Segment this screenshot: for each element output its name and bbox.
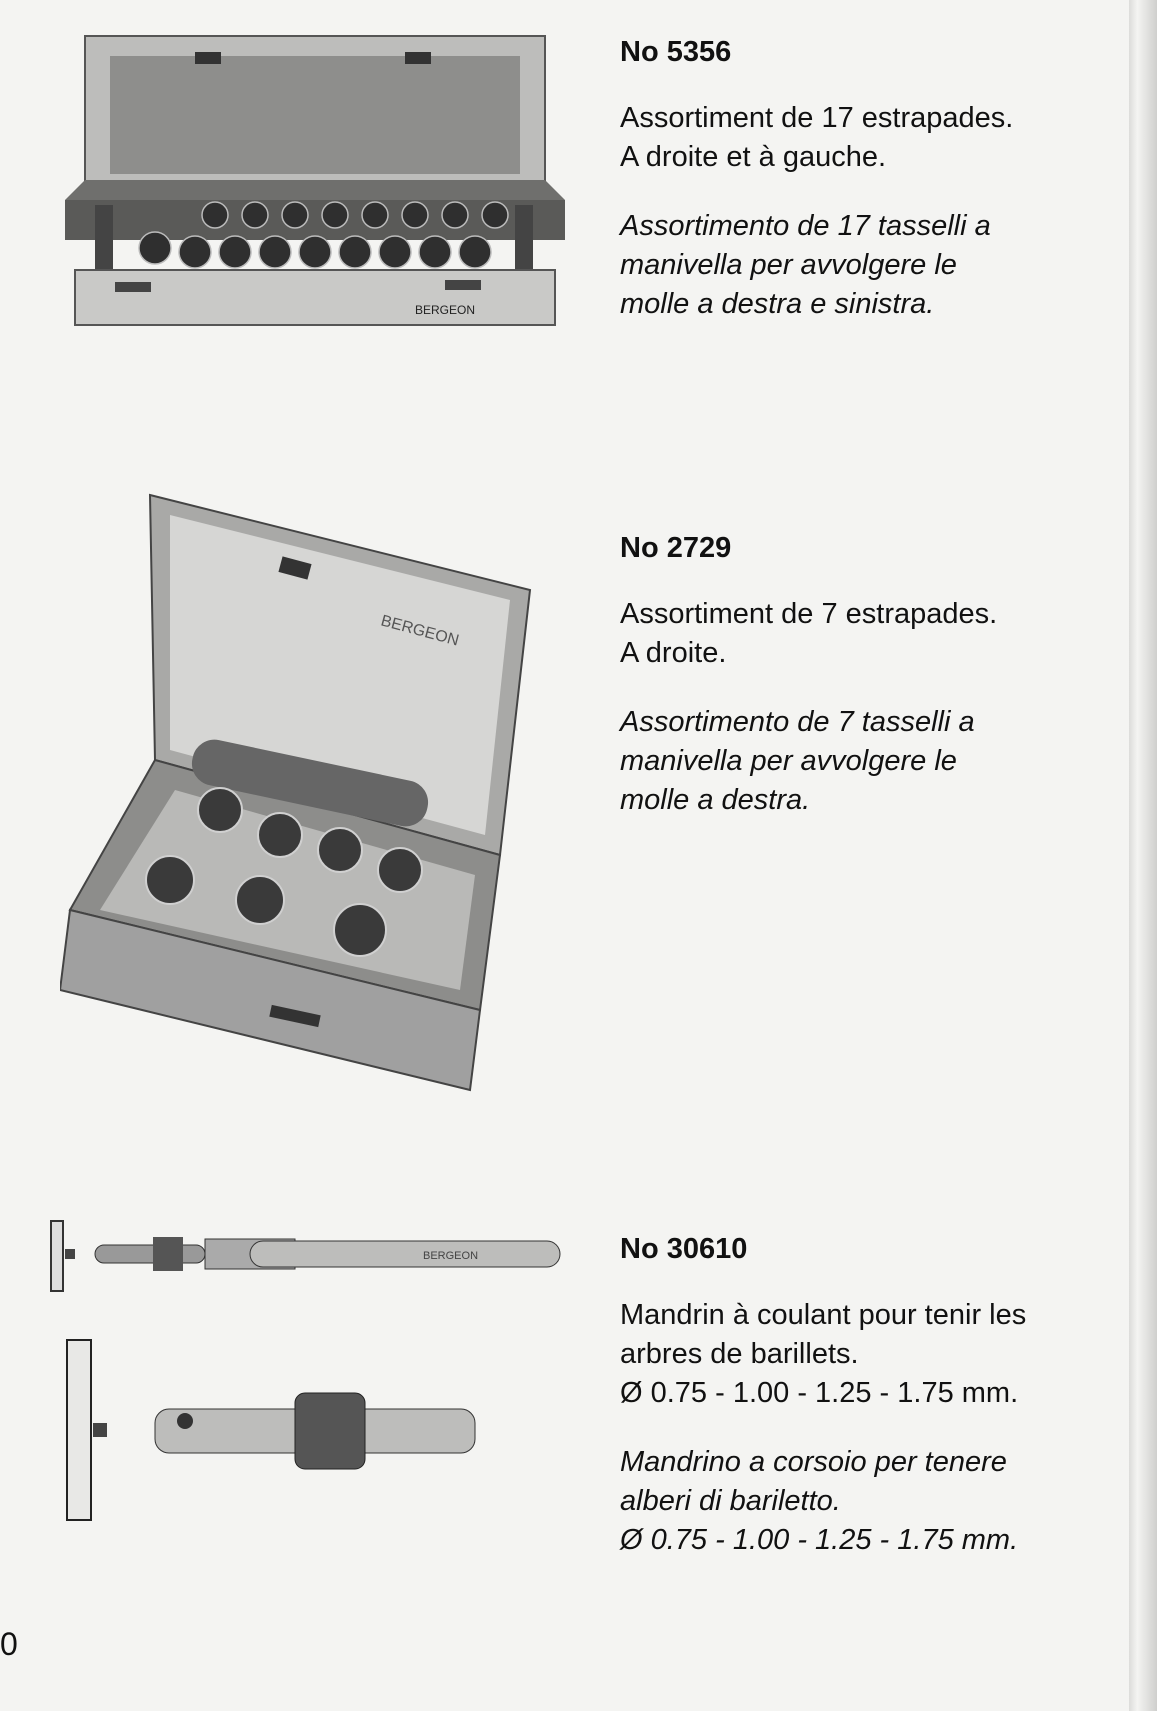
product-entry-5356 [620, 36, 1140, 354]
description-french [620, 595, 1140, 673]
product-entry-2729 [620, 532, 1140, 850]
brand-label: BERGEON [415, 303, 476, 317]
product-image-30610 [45, 1215, 585, 1535]
text-line: Assortimento de 7 tasselli a [620, 706, 975, 738]
description-italian [620, 1443, 1140, 1560]
text-line: Mandrino a corsoio per tenere [620, 1446, 1007, 1478]
page-number: 0 [0, 1626, 18, 1662]
text-line: manivella per avvolgere le [620, 745, 957, 777]
text-line: Ø 0.75 - 1.00 - 1.25 - 1.75 mm. [620, 1377, 1019, 1409]
description-italian [620, 207, 1140, 324]
description-french [620, 99, 1140, 177]
text-line: molle a destra e sinistra. [620, 288, 935, 320]
text-line: Assortiment de 17 estrapades. [620, 102, 1014, 134]
text-line: manivella per avvolgere le [620, 249, 957, 281]
text-line: Ø 0.75 - 1.00 - 1.25 - 1.75 mm. [620, 1524, 1019, 1556]
text-line: alberi di bariletto. [620, 1485, 841, 1517]
text-line: molle a destra. [620, 784, 811, 816]
text-line: A droite et à gauche. [620, 141, 887, 173]
product-number: No 30610 [620, 1233, 748, 1265]
text-line: arbres de barillets. [620, 1338, 859, 1370]
product-number: No 2729 [620, 532, 732, 564]
text-line: A droite. [620, 637, 727, 669]
product-entry-30610 [620, 1233, 1140, 1590]
text-line: Mandrin à coulant pour tenir les [620, 1299, 1027, 1331]
product-number: No 5356 [620, 36, 732, 68]
brand-label: BERGEON [423, 1250, 479, 1262]
text-line: Assortiment de 7 estrapades. [620, 598, 998, 630]
product-image-2729 [60, 490, 540, 1110]
text-line: Assortimento de 17 tasselli a [620, 210, 991, 242]
description-french [620, 1296, 1140, 1413]
brand-label: BERGEON [378, 612, 461, 650]
description-italian [620, 703, 1140, 820]
product-image-5356 [55, 30, 575, 330]
